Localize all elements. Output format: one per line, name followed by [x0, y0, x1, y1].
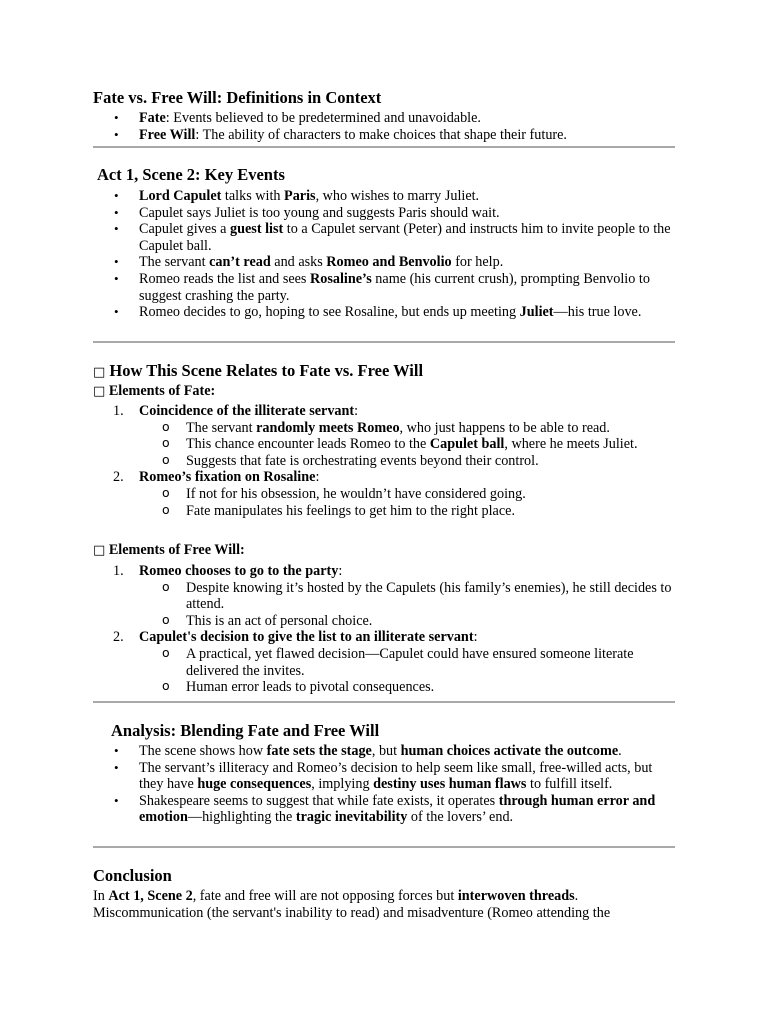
placeholder-icon: □ [93, 365, 106, 380]
paragraph-line: Miscommunication (the servant's inability to read) and misadventure (Romeo attending the [93, 904, 611, 921]
list-item: • Fate: Events believed to be predetermined and unavoidable. [93, 110, 675, 127]
subheading-elements-of-free-will: □ Elements of Free Will: [93, 542, 245, 558]
sub-list-item: o If not for his obsession, he wouldn’t have considered going. [93, 486, 675, 503]
section-heading-conclusion: Conclusion [93, 866, 172, 885]
list-item: • Romeo reads the list and sees Rosaline’s name (his current crush), prompting Benvolio to suggest crashing the party. [93, 271, 675, 304]
list-item: • The servant can’t read and asks Romeo and Benvolio for help. [93, 254, 675, 271]
section-heading-analysis: Analysis: Blending Fate and Free Will [111, 721, 380, 740]
sub-list-item: o This chance encounter leads Romeo to the Capulet ball, where he meets Juliet. [93, 436, 675, 453]
sub-list-item: o Fate manipulates his feelings to get him to the right place. [93, 503, 675, 520]
list-item: • The servant’s illiteracy and Romeo’s decision to help seem like small, free-willed acts, but they have huge consequences, implying destiny uses human flaws to fulfill itself. [93, 760, 675, 793]
analysis-list [93, 743, 675, 826]
free-will-points-list [93, 563, 675, 696]
sub-list-item: o A practical, yet flawed decision—Capulet could have ensured someone literate delivered the invites. [93, 646, 675, 679]
horizontal-rule [93, 146, 675, 148]
section-heading-relates: □ How This Scene Relates to Fate vs. Free Will [93, 361, 424, 380]
sub-list-item: o Suggests that fate is orchestrating events beyond their control. [93, 453, 675, 470]
horizontal-rule [93, 341, 675, 343]
horizontal-rule [93, 846, 675, 848]
section-heading-key-events: Act 1, Scene 2: Key Events [97, 165, 285, 184]
list-item: 1. Coincidence of the illiterate servant: o The servant randomly meets Romeo, who just happens to be able to read. o This chance encounter leads Romeo to the Capulet ball, where he meets Juliet. o Suggests that fate is orchestrating events beyond their control. [93, 403, 675, 469]
list-item: 1. Romeo chooses to go to the party: o Despite knowing it’s hosted by the Capulets (his family’s enemies), he still decides to attend. o This is an act of personal choice. [93, 563, 675, 629]
section-heading-definitions: Fate vs. Free Will: Definitions in Context [93, 88, 382, 107]
list-item: • Capulet says Juliet is too young and suggests Paris should wait. [93, 205, 675, 222]
placeholder-icon: □ [93, 384, 106, 399]
list-item: • Romeo decides to go, hoping to see Rosaline, but ends up meeting Juliet—his true love. [93, 304, 675, 321]
definitions-list [93, 110, 675, 143]
placeholder-icon: □ [93, 543, 106, 558]
fate-points-list [93, 403, 675, 519]
list-item: 2. Romeo’s fixation on Rosaline: o If not for his obsession, he wouldn’t have considered going. o Fate manipulates his feelings to get him to the right place. [93, 469, 675, 519]
horizontal-rule [93, 701, 675, 703]
sub-list-item: o The servant randomly meets Romeo, who just happens to be able to read. [93, 420, 675, 437]
sub-list-item: o Despite knowing it’s hosted by the Capulets (his family’s enemies), he still decides to attend. [93, 580, 675, 613]
list-item: 2. Capulet's decision to give the list to an illiterate servant: o A practical, yet flawed decision—Capulet could have ensured someone literate delivered the invites. o Human error leads to pivotal consequences. [93, 629, 675, 695]
sub-list [93, 420, 675, 470]
sub-list-item: o This is an act of personal choice. [93, 613, 675, 630]
key-events-list [93, 188, 675, 321]
conclusion-paragraph [93, 888, 675, 921]
list-item: • The scene shows how fate sets the stage, but human choices activate the outcome. [93, 743, 675, 760]
paragraph-line: In Act 1, Scene 2, fate and free will are not opposing forces but interwoven threads. [93, 888, 579, 904]
list-item: • Capulet gives a guest list to a Capulet servant (Peter) and instructs him to invite people to the Capulet ball. [93, 221, 675, 254]
sub-list [93, 646, 675, 696]
sub-list-item: o Human error leads to pivotal consequences. [93, 679, 675, 696]
list-item: • Free Will: The ability of characters to make choices that shape their future. [93, 127, 675, 144]
sub-list [93, 486, 675, 519]
list-item: • Lord Capulet talks with Paris, who wishes to marry Juliet. [93, 188, 675, 205]
sub-list [93, 580, 675, 630]
subheading-elements-of-fate: □ Elements of Fate: [93, 383, 216, 399]
list-item: • Shakespeare seems to suggest that while fate exists, it operates through human error and emotion—highlighting the tragic inevitability of the lovers’ end. [93, 793, 675, 826]
